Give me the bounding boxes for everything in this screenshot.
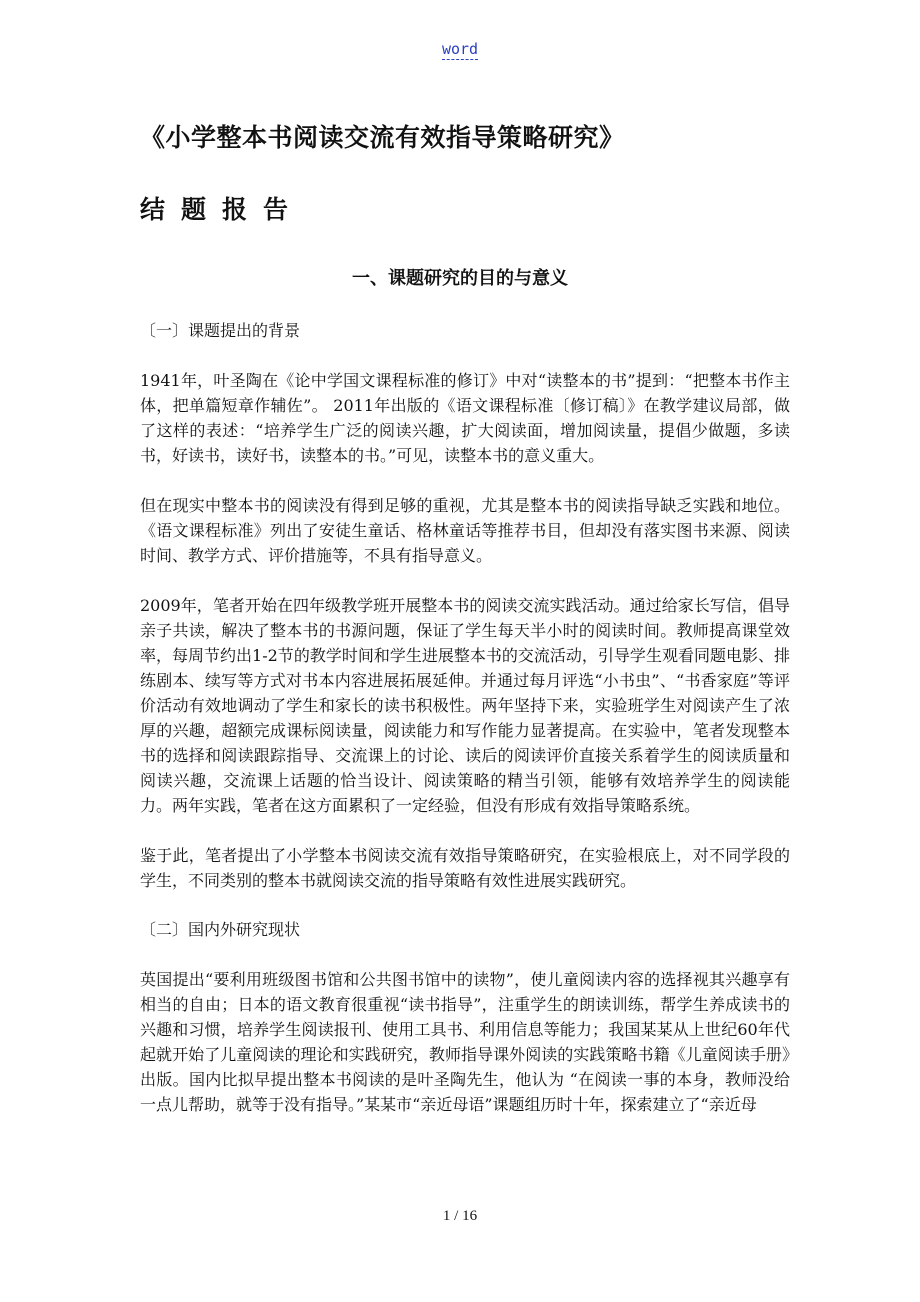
subsection-heading-status: 〔二〕国内外研究现状 [140,920,301,939]
paragraph-1941: 1941年，叶圣陶在《论中学国文课程标准的修订》中对“读整本的书”提到：“把整本书作主体，把单篇短章作辅佐”。 2011年出版的《语文课程标准〔修订稿〕》在教学建议局部，做了这样的表述：“培养学生广泛的阅读兴趣，扩大阅读面，增加阅读量，提倡少做题，多读书，好读书，读好书，读整本的书。”可见，读整本书的意义重大。 [140,371,790,465]
subsection-heading-background: 〔一〕课题提出的背景 [140,321,301,340]
header-word-link[interactable]: word [441,40,479,58]
document-title: 《小学整本书阅读交流有效指导策略研究》 [140,123,625,152]
paragraph-research-status: 英国提出“要利用班级图书馆和公共图书馆中的读物”，使儿童阅读内容的选择视其兴趣享有相当的自由；日本的语文教育很重视“读书指导”，注重学生的朗读训练，帮学生养成读书的兴趣和习惯，培养学生阅读报刊、使用工具书、利用信息等能力；我国某某从上世纪60年代起就开始了儿童阅读的理论和实践研究，教师指导课外阅读的实践策略书籍《儿童阅读手册》出版。国内比拟早提出整本书阅读的是叶圣陶先生，他认为 “在阅读一事的本身，教师没给一点儿帮助，就等于没有指导。”某某市“亲近母语”课题组历时十年，探索建立了“亲近母 [140,970,790,1114]
paragraph-reality: 但在现实中整本书的阅读没有得到足够的重视，尤其是整本书的阅读指导缺乏实践和地位。《语文课程标准》列出了安徒生童话、格林童话等推荐书目，但却没有落实图书来源、阅读时间、教学方式、评价措施等，不具有指导意义。 [140,496,790,565]
document-body [140,318,790,1117]
page-header [0,40,920,58]
page-number: 1 / 16 [442,1208,478,1224]
report-title: 结题报告 [140,195,305,224]
section-heading: 一、课题研究的目的与意义 [352,268,568,289]
paragraph-2009: 2009年，笔者开始在四年级教学班开展整本书的阅读交流实践活动。通过给家长写信，倡导亲子共读，解决了整本书的书源问题，保证了学生每天半小时的阅读时间。教师提高课堂效率，每周节约出1-2节的教学时间和学生进展整本书的交流活动，引导学生观看同题电影、排练剧本、续写等方式对书本内容进展拓展延伸。并通过每月评选“小书虫”、“书香家庭”等评价活动有效地调动了学生和家长的读书积极性。两年坚持下来，实验班学生对阅读产生了浓厚的兴趣，超额完成课标阅读量，阅读能力和写作能力显著提高。在实验中，笔者发现整本书的选择和阅读跟踪指导、交流课上的讨论、读后的阅读评价直接关系着学生的阅读质量和阅读兴趣，交流课上话题的恰当设计、阅读策略的精当引领，能够有效培养学生的阅读能力。两年实践，笔者在这方面累积了一定经验，但没有形成有效指导策略系统。 [140,596,790,815]
paragraph-in-view: 鉴于此，笔者提出了小学整本书阅读交流有效指导策略研究，在实验根底上，对不同学段的学生，不同类别的整本书就阅读交流的指导策略有效性进展实践研究。 [140,846,790,890]
